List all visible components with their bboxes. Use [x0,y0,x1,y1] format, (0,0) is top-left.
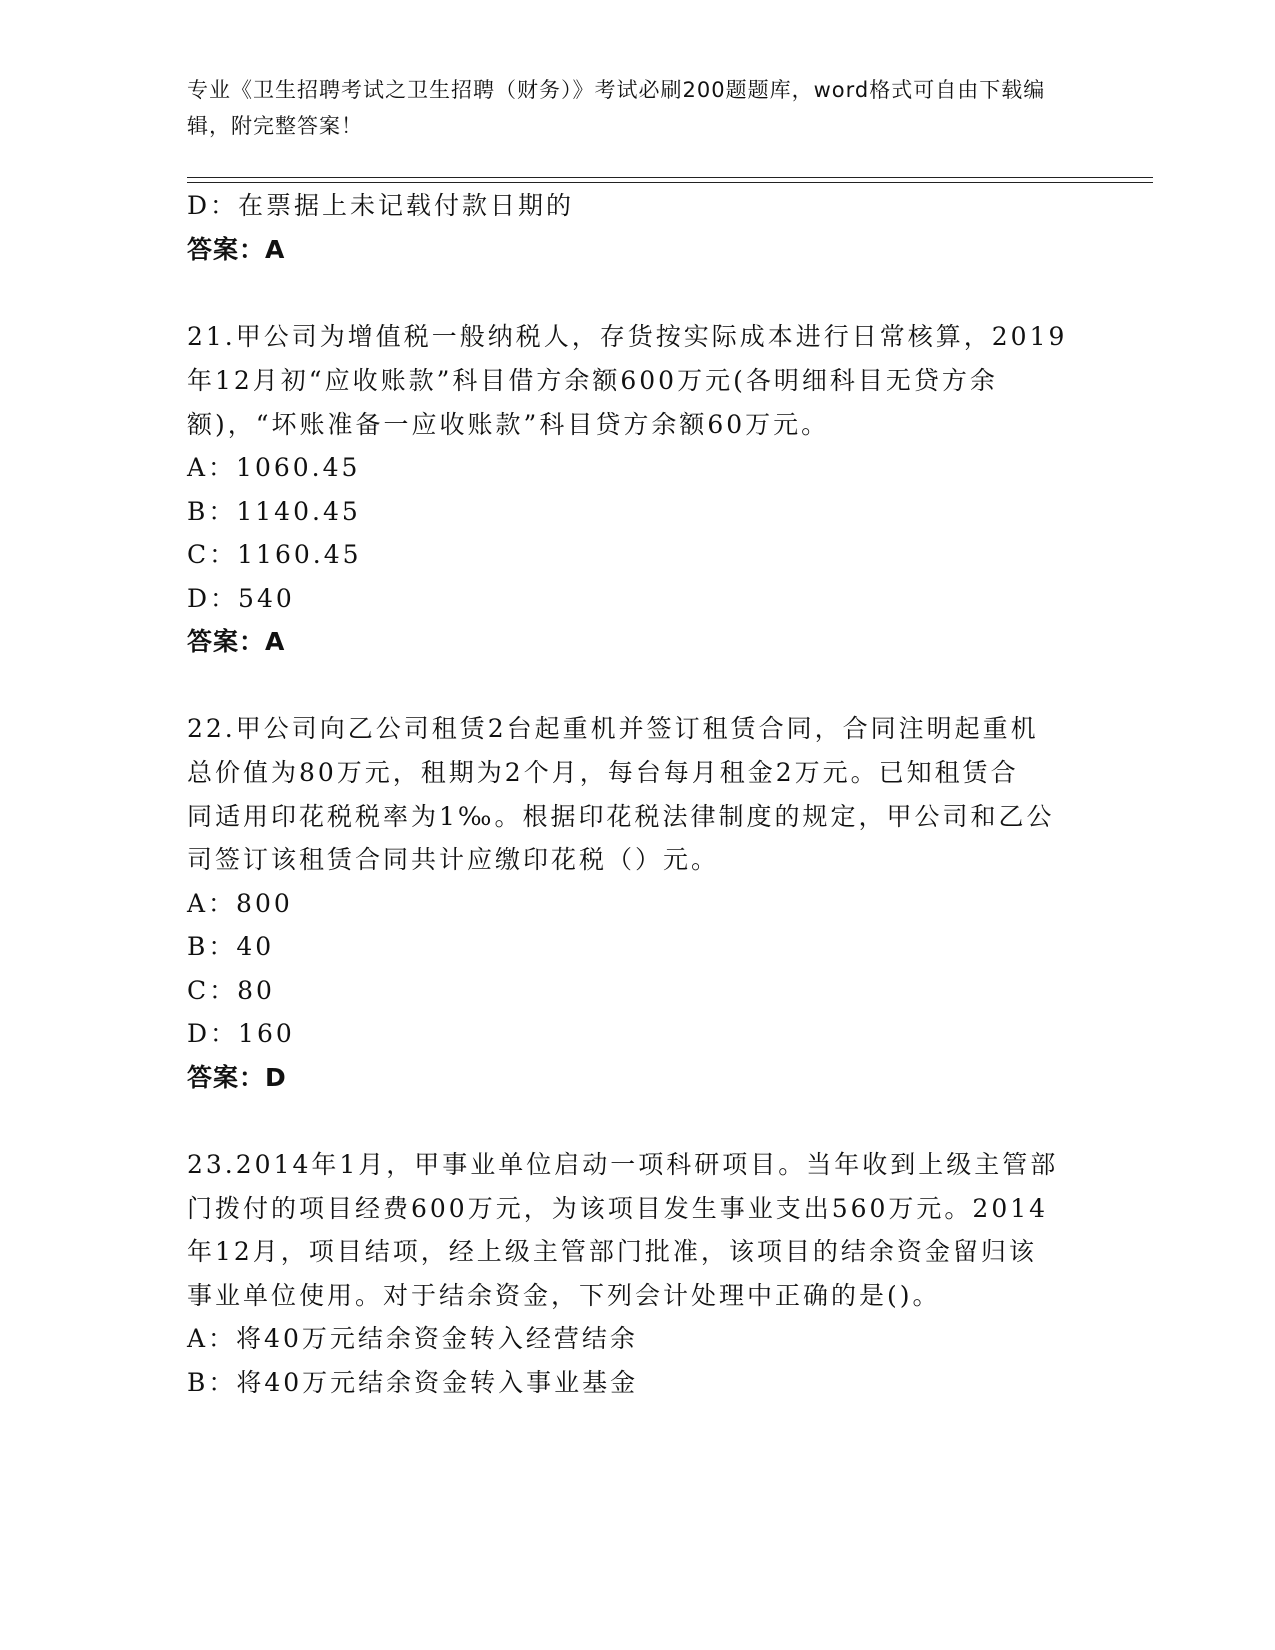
q21-answer: 答案：A [187,627,286,656]
header-rule-top [187,177,1153,178]
q21-line-3: 额)，“坏账准备一应收账款”科目贷方余额60万元。 [187,410,830,439]
q22-option-d: D：160 [187,1019,295,1048]
q23-line-3: 年12月，项目结项，经上级主管部门批准，该项目的结余资金留归该 [187,1237,1037,1266]
q21-line-2: 年12月初“应收账款”科目借方余额600万元(各明细科目无贷方余 [187,366,998,395]
header-title: 专业《卫生招聘考试之卫生招聘（财务）》考试必刷200题题库，word格式可自由下载编辑，附完整答案！ [187,78,1046,138]
q22-option-c: C：80 [187,976,275,1005]
q23-option-a: A：将40万元结余资金转入经营结余 [187,1324,638,1353]
q23-line-1: 23.2014年1月，甲事业单位启动一项科研项目。当年收到上级主管部 [187,1150,1059,1179]
q23-line-4: 事业单位使用。对于结余资金，下列会计处理中正确的是()。 [187,1281,941,1310]
q21-line-1: 21.甲公司为增值税一般纳税人，存货按实际成本进行日常核算，2019 [187,322,1068,351]
prev-option-d: D：在票据上未记载付款日期的 [187,191,575,220]
q21-option-c: C：1160.45 [187,540,362,569]
q22-option-a: A：800 [187,889,293,918]
q21-option-a: A：1060.45 [187,453,361,482]
q22-option-b: B：40 [187,932,275,961]
q22-line-4: 司签订该租赁合同共计应缴印花税（）元。 [187,845,720,874]
prev-answer: 答案：A [187,235,286,264]
q22-answer: 答案：D [187,1063,287,1092]
q22-line-2: 总价值为80万元，租期为2个月，每台每月租金2万元。已知租赁合 [187,758,1019,787]
header-rule-bottom [187,182,1153,183]
q23-option-b: B：将40万元结余资金转入事业基金 [187,1368,639,1397]
q21-option-b: B：1140.45 [187,497,361,526]
q22-line-3: 同适用印花税税率为1‰。根据印花税法律制度的规定，甲公司和乙公 [187,802,1055,831]
q22-line-1: 22.甲公司向乙公司租赁2台起重机并签订租赁合同，合同注明起重机 [187,714,1039,743]
q21-option-d: D：540 [187,584,295,613]
document-header [187,72,1067,144]
q23-line-2: 门拨付的项目经费600万元，为该项目发生事业支出560万元。2014 [187,1194,1049,1223]
